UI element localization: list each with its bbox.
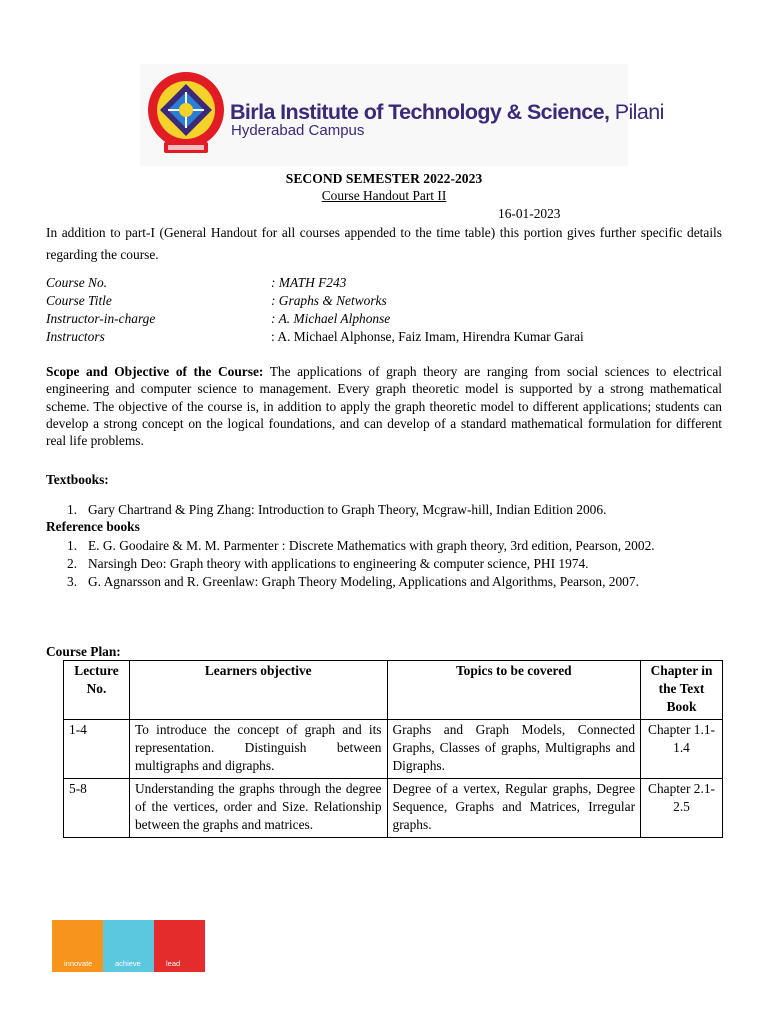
course-plan-table bbox=[63, 660, 723, 838]
course-plan-heading: Course Plan: bbox=[46, 644, 121, 659]
lecture-cell: 1-4 bbox=[64, 720, 130, 779]
instructors-value: : A. Michael Alphonse, Faiz Imam, Hirendra Kumar Garai bbox=[271, 329, 584, 344]
reference-books-heading: Reference books bbox=[46, 519, 140, 534]
column-header-lecture: Lecture No. bbox=[64, 661, 130, 720]
list-item: 2. Narsingh Deo: Graph theory with applications to engineering & computer science, PHI 1974. bbox=[67, 556, 589, 572]
institute-name: Birla Institute of Technology & Science, Pilani bbox=[230, 100, 664, 124]
topics-cell: Graphs and Graph Models, Connected Graphs, Classes of graphs, Multigraphs and Digraphs. bbox=[387, 720, 641, 779]
topics-cell: Degree of a vertex, Regular graphs, Degree Sequence, Graphs and Matrices, Irregular graphs. bbox=[387, 779, 641, 838]
reference-books-list bbox=[46, 537, 722, 591]
handout-date: 16-01-2023 bbox=[498, 206, 561, 221]
lecture-cell: 5-8 bbox=[64, 779, 130, 838]
scope-label: Scope and Objective of the Course: bbox=[46, 364, 264, 379]
course-title-label: Course Title bbox=[46, 293, 112, 308]
campus-name: Hyderabad Campus bbox=[231, 122, 365, 139]
objective-cell: To introduce the concept of graph and its representation. Distinguish between multigraphs and digraphs. bbox=[129, 720, 387, 779]
semester-title: SECOND SEMESTER 2022-2023 bbox=[285, 171, 483, 186]
course-no-value: : MATH F243 bbox=[271, 275, 347, 290]
course-no-label: Course No. bbox=[46, 275, 108, 290]
chapter-cell: Chapter 2.1-2.5 bbox=[641, 779, 723, 838]
innovate-band: innovate bbox=[52, 920, 103, 972]
textbooks-list bbox=[46, 501, 722, 519]
achieve-band: achieve bbox=[103, 920, 154, 972]
objective-cell: Understanding the graphs through the degree of the vertices, order and Size. Relationship between the graphs and matrices. bbox=[129, 779, 387, 838]
intro-paragraph: In addition to part-I (General Handout for all courses appended to the time table) this portion gives further specific details regarding the course. bbox=[46, 225, 722, 262]
instructors-label: Instructors bbox=[46, 329, 105, 344]
incharge-value: : A. Michael Alphonse bbox=[271, 311, 391, 326]
table-row bbox=[64, 720, 723, 779]
list-item: 1. Gary Chartrand & Ping Zhang: Introduction to Graph Theory, Mcgraw-hill, Indian Edition 2006. bbox=[67, 502, 607, 517]
lead-band: lead bbox=[154, 920, 205, 972]
handout-subtitle: Course Handout Part II bbox=[321, 188, 447, 203]
table-row bbox=[64, 779, 723, 838]
list-item: 1. E. G. Goodaire & M. M. Parmenter : Discrete Mathematics with graph theory, 3rd edition, Pearson, 2002. bbox=[67, 538, 655, 553]
incharge-label: Instructor-in-charge bbox=[46, 311, 156, 326]
table-header-row bbox=[64, 661, 723, 720]
scope-paragraph bbox=[46, 363, 722, 449]
textbooks-heading: Textbooks: bbox=[46, 472, 109, 487]
column-header-objective: Learners objective bbox=[129, 661, 387, 720]
footer-tagline-graphic bbox=[52, 920, 205, 972]
course-title-value: : Graphs & Networks bbox=[271, 293, 387, 308]
bits-seal-icon bbox=[146, 70, 226, 158]
scope-text: The applications of graph theory are ranging from social sciences to electrical engineering and computer science to management. Every graph theoretic model is supported by a strong mathematical scheme. The objective of the course is, in addition to apply the graph theoretic model to different applications; students can develop a strong concept on the logical foundations, and can develop of a standard mathematical formulation for different real life problems. bbox=[46, 364, 723, 449]
list-item: 3. G. Agnarsson and R. Greenlaw: Graph Theory Modeling, Applications and Algorithms, Pearson, 2007. bbox=[67, 574, 639, 590]
chapter-cell: Chapter 1.1-1.4 bbox=[641, 720, 723, 779]
column-header-topics: Topics to be covered bbox=[387, 661, 641, 720]
column-header-chapter: Chapter in the Text Book bbox=[641, 661, 723, 720]
